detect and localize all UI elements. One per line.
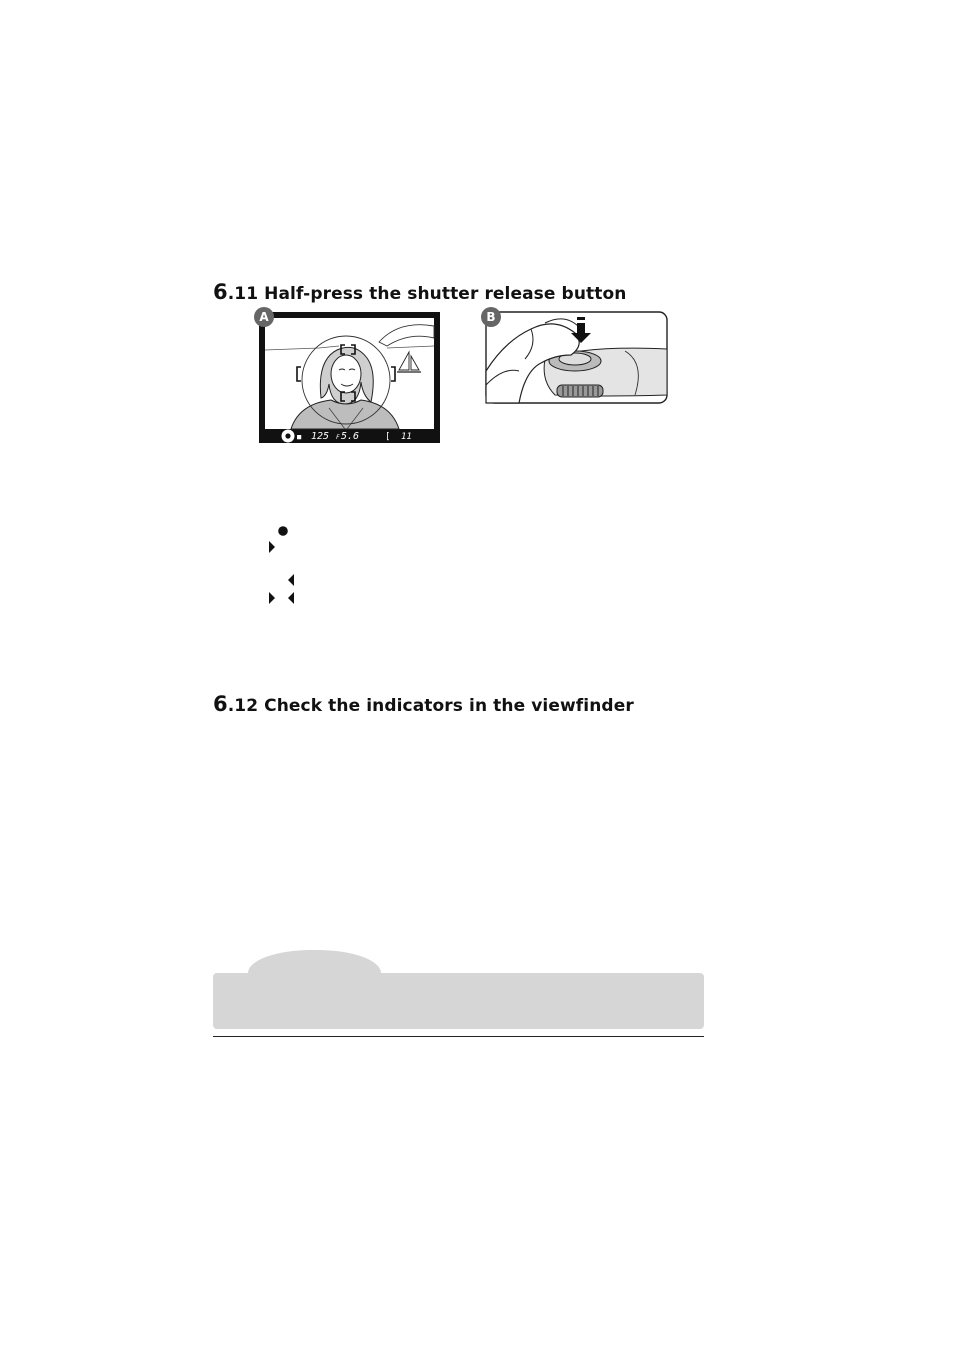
figure-label-b: B: [481, 307, 501, 327]
right-triangle-icon: [268, 540, 276, 554]
section-heading-6-11: [213, 280, 626, 304]
section-number-minor: .12: [227, 696, 259, 716]
svg-text:[: [: [385, 432, 391, 442]
viewfinder-aperture-prefix: F: [336, 434, 340, 441]
footer-divider: [213, 1036, 704, 1037]
in-focus-dot-icon: [277, 525, 289, 537]
section-number-minor: .11: [227, 284, 259, 304]
svg-text:■: ■: [297, 433, 302, 441]
left-triangle-icon: [287, 591, 295, 605]
viewfinder-illustration: [259, 312, 440, 443]
section-heading-6-12: [213, 692, 634, 716]
figure-label-a: A: [254, 307, 274, 327]
viewfinder-frame-count: 11: [401, 432, 412, 442]
left-triangle-icon: [287, 573, 295, 587]
viewfinder-aperture-readout: 5.6: [341, 431, 360, 442]
section-title: Half-press the shutter release button: [264, 284, 627, 304]
section-number-major: 6: [213, 280, 228, 304]
section-title: Check the indicators in the viewfinder: [264, 696, 634, 716]
right-triangle-icon: [268, 591, 276, 605]
shutter-press-illustration: [485, 311, 668, 404]
section-number-major: 6: [213, 692, 228, 716]
tip-panel: [213, 973, 704, 1029]
viewfinder-shutter-readout: 125: [311, 431, 330, 442]
